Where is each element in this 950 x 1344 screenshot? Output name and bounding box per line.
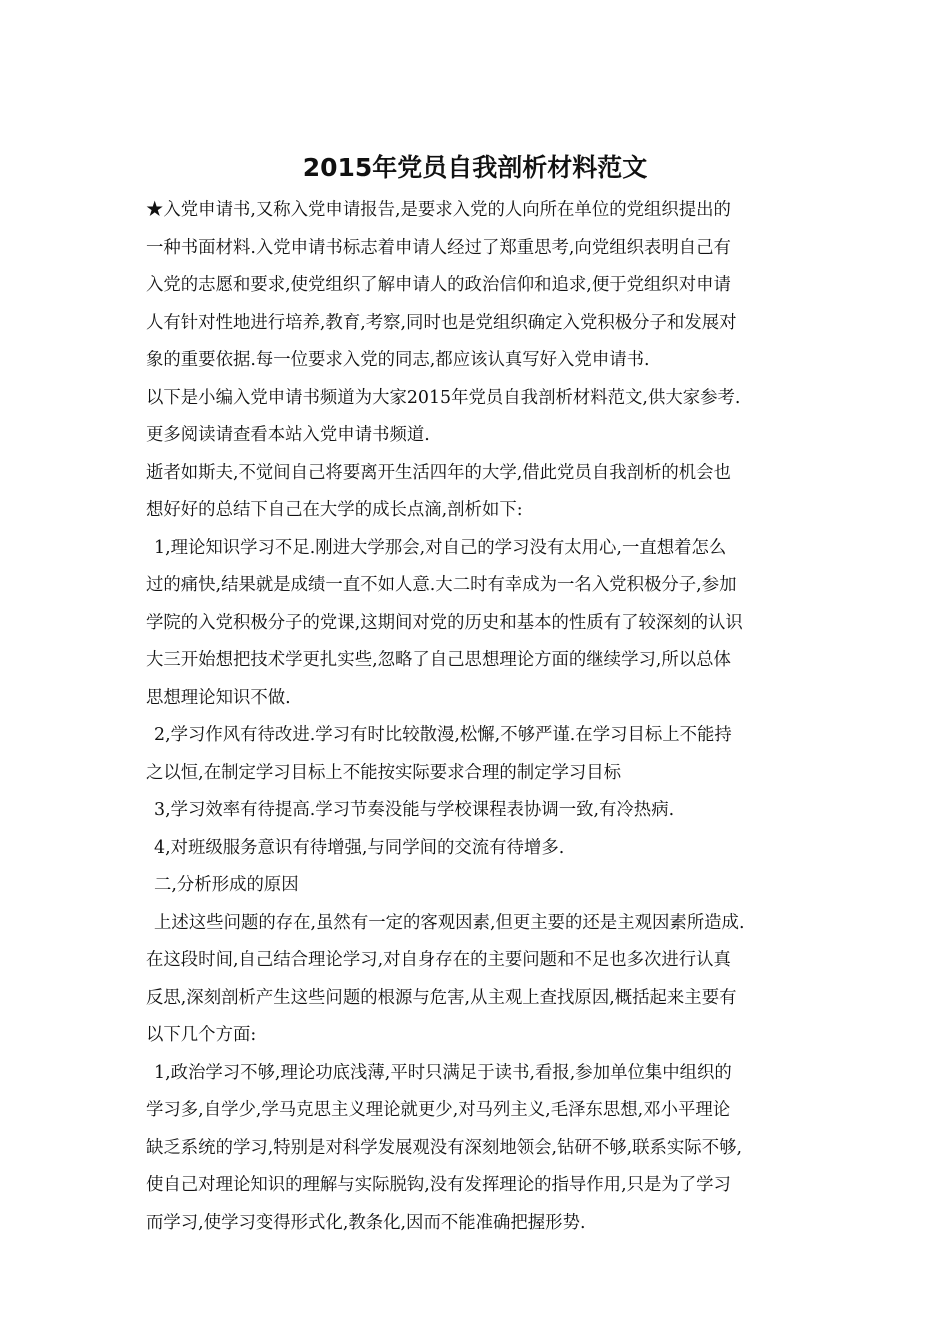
text-line: 使自己对理论知识的理解与实际脱钩,没有发挥理论的指导作用,只是为了学习	[146, 1175, 731, 1195]
text-line: 1,政治学习不够,理论功底浅薄,平时只满足于读书,看报,参加单位集中组织的	[154, 1062, 732, 1083]
text-line: 大三开始想把技术学更扎实些,忽略了自己思想理论方面的继续学习,所以总体	[146, 650, 731, 670]
document-body	[146, 192, 816, 1242]
text-line: 人有针对性地进行培养,教育,考察,同时也是党组织确定入党积极分子和发展对	[146, 312, 737, 333]
text-line: 思想理论知识不做.	[146, 687, 291, 708]
text-line: 在这段时间,自己结合理论学习,对自身存在的主要问题和不足也多次进行认真	[146, 950, 731, 970]
text-line: 学习多,自学少,学马克思主义理论就更少,对马列主义,毛泽东思想,邓小平理论	[146, 1100, 731, 1120]
text-line: 学院的入党积极分子的党课,这期间对党的历史和基本的性质有了较深刻的认识	[146, 612, 743, 633]
text-line: 入党的志愿和要求,使党组织了解申请人的政治信仰和追求,便于党组织对申请	[146, 275, 731, 295]
text-line: 上述这些问题的存在,虽然有一定的客观因素,但更主要的还是主观因素所造成.	[154, 912, 745, 933]
text-line: 象的重要依据.每一位要求入党的同志,都应该认真写好入党申请书.	[146, 350, 650, 370]
text-line: 3,学习效率有待提高.学习节奏没能与学校课程表协调一致,有冷热病.	[154, 800, 675, 820]
text-line: 2,学习作风有待改进.学习有时比较散漫,松懈,不够严谨.在学习目标上不能持	[154, 725, 732, 745]
document-title: 2015年党员自我剖析材料范文	[302, 153, 648, 182]
text-line: 一种书面材料.入党申请书标志着申请人经过了郑重思考,向党组织表明自己有	[146, 237, 731, 258]
text-line: 以下是小编入党申请书频道为大家2015年党员自我剖析材料范文,供大家参考.	[146, 387, 741, 408]
text-line: 以下几个方面:	[146, 1025, 257, 1045]
text-line: 更多阅读请查看本站入党申请书频道.	[146, 425, 430, 445]
text-line: 而学习,使学习变得形式化,教条化,因而不能准确把握形势.	[146, 1212, 586, 1233]
text-line: 逝者如斯夫,不觉间自己将要离开生活四年的大学,借此党员自我剖析的机会也	[146, 462, 731, 483]
text-line: 1,理论知识学习不足.刚进大学那会,对自己的学习没有太用心,一直想着怎么	[154, 537, 727, 558]
text-line: 缺乏系统的学习,特别是对科学发展观没有深刻地领会,钻研不够,联系实际不够,	[146, 1137, 743, 1158]
text-line: 反思,深刻剖析产生这些问题的根源与危害,从主观上查找原因,概括起来主要有	[146, 987, 737, 1008]
text-line: 想好好的总结下自己在大学的成长点滴,剖析如下:	[146, 500, 523, 520]
text-line: ★入党申请书,又称入党申请报告,是要求入党的人向所在单位的党组织提出的	[146, 200, 731, 220]
text-line: 二,分析形成的原因	[154, 875, 299, 895]
text-line: 之以恒,在制定学习目标上不能按实际要求合理的制定学习目标	[146, 762, 622, 783]
text-line: 过的痛快,结果就是成绩一直不如人意.大二时有幸成为一名入党积极分子,参加	[146, 575, 737, 595]
text-line: 4,对班级服务意识有待增强,与同学间的交流有待增多.	[154, 837, 565, 858]
